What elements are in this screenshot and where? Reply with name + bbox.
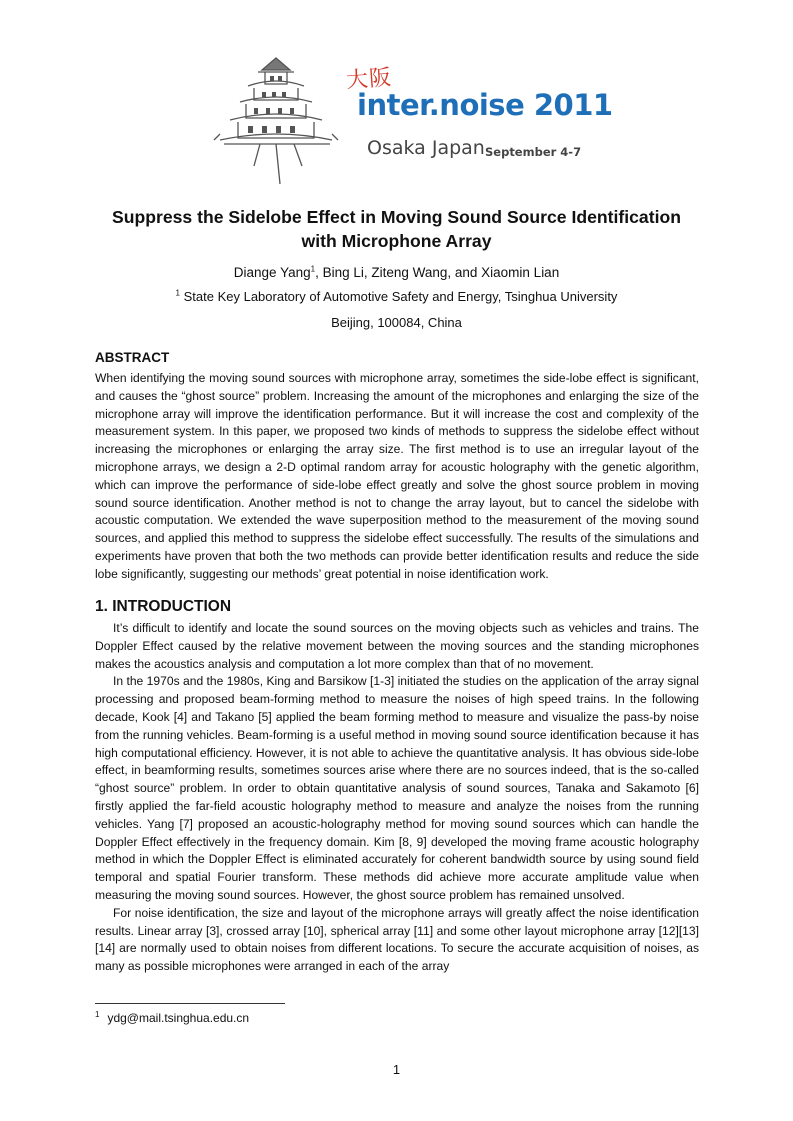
affiliation: [60, 289, 733, 304]
logo-city: Osaka Japan: [367, 137, 485, 159]
footnote-mark: 1: [95, 1010, 100, 1019]
logo-brand: inter.noise 2011: [357, 88, 613, 122]
introduction-paragraph: For noise identification, the size and layout of the microphone arrays will greatly affect the noise identification results. Linear array [3], crossed array [10], spherical array [11] and some other layout microphone array [12][13][14] are normally used to obtain noises from different locations. To secure the accurate acquisition of noises, as many as possible microphones were arranged in each of the array: [95, 905, 699, 974]
affiliation-address: Beijing, 100084, China: [331, 315, 462, 330]
introduction-body: [95, 620, 699, 976]
page-number: 1: [392, 1062, 401, 1077]
author-list: [60, 265, 733, 280]
affiliation-mark: 1: [175, 288, 180, 298]
affiliation-text: State Key Laboratory of Automotive Safety and Energy, Tsinghua University: [180, 289, 618, 304]
paper-title-line-2: with Microphone Array: [301, 231, 492, 251]
logo-dates: September 4-7: [485, 145, 582, 159]
introduction-heading: 1. INTRODUCTION: [95, 598, 232, 615]
footnote-email: ydg@mail.tsinghua.edu.cn: [107, 1011, 250, 1025]
author-footnote-mark: 1: [310, 264, 316, 274]
lead-author: Diange Yang: [233, 265, 311, 280]
footnote: [95, 1010, 249, 1025]
abstract-heading: ABSTRACT: [95, 350, 170, 365]
abstract-text: When identifying the moving sound sources with microphone array, sometimes the side-lobe effect is significant, and causes the “ghost source” problem. Increasing the amount of the microphones and enlarging the size of the microphone array will improve the identification performance. But it will increase the cost and complexity of the measurement system. In this paper, we proposed two kinds of methods to suppress the sidelobe effect without increasing the microphones or enlarging the array size. The first method is to use an irregular layout of the microphone arrays, we design a 2-D optimal random array for acoustic holography with the genetic algorithm, which can improve the performance of side-lobe effect greatly and solve the ghost source problem in moving sound source identification. Another method is not to change the array layout, but to cancel the sidelobe with acoustic computation. We extended the wave superposition method to the measurement of the moving sound sources, and applied this method to suppress the sidelobe effect successfully. The results of the simulations and experiments have proven that both the two methods can provide better identification results and reduce the side lobe significantly, suggesting our methods’ great potential in noise identification work.: [95, 371, 699, 581]
footnote-divider: [95, 1003, 285, 1004]
paper-title-line-1: Suppress the Sidelobe Effect in Moving Sound Source Identification: [112, 207, 681, 227]
introduction-paragraph: It’s difficult to identify and locate the sound sources on the moving objects such as vehicles and trains. The Doppler Effect caused by the relative movement between the moving sources and the standing microphones makes the acoustics analysis and computation a lot more complex than that of no movement.: [95, 621, 699, 671]
introduction-paragraph: In the 1970s and the 1980s, King and Barsikow [1-3] initiated the studies on the application of the array signal processing and proposed beam-forming method to measure the noises of high speed trains. In the following decade, Kook [4] and Takano [5] applied the beam forming method to measure and visualize the pass-by noise from the running vehicles. Beam-forming is a useful method in moving sound source identification because it has high computational efficiency. However, it is not able to achieve the quantitative analysis. It has obvious side-lobe effect, in beamforming results, sometimes sources arise where there are no sources indeed, that is the so-called “ghost source” problem. In order to obtain quantitative analysis of sound sources, Tanaka and Sakamoto [6] firstly applied the far-field acoustic holography method to measure and analyze the noises from the running vehicles. Yang [7] proposed an acoustic-holography method for moving sound sources which can handle the Doppler Effect effectively in the frequency domain. Kim [8, 9] developed the moving frame acoustic holography method in which the Doppler Effect is eliminated accurately for coherent bandwidth source by using sound field temporal and spatial Fourier transform. These methods did achieve more accurate amplitude value when measuring the moving sound sources. However, the ghost source problem has remained unsolved.: [95, 674, 699, 902]
logo-kanji: 大阪: [345, 65, 393, 94]
osaka-castle-icon: [210, 48, 360, 188]
paper-title: [60, 205, 733, 253]
co-authors: , Bing Li, Ziteng Wang, and Xiaomin Lian: [315, 265, 560, 280]
